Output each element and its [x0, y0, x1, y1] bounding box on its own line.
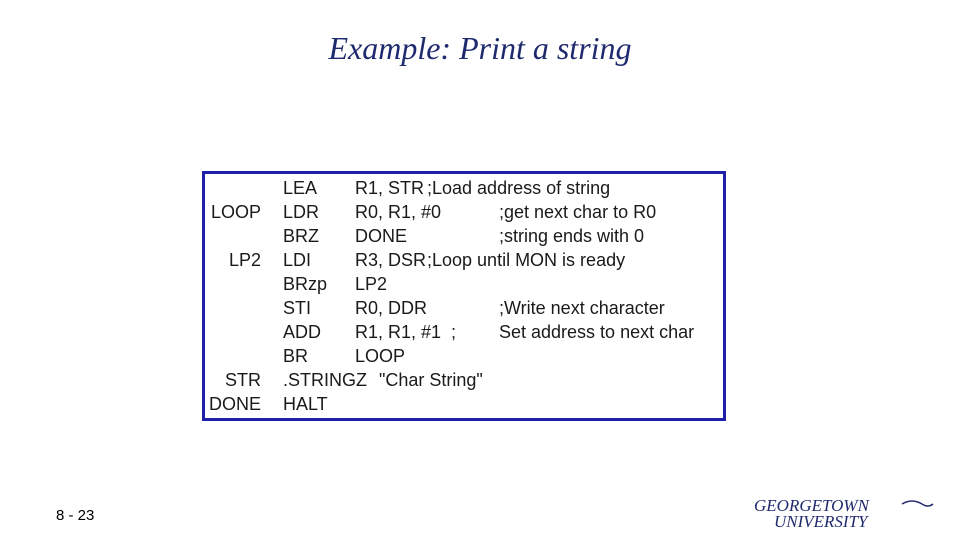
- code-row: [205, 274, 723, 298]
- code-args: "Char String": [369, 370, 483, 390]
- code-row: [205, 250, 723, 274]
- code-op: STI: [283, 298, 312, 318]
- code-label: LOOP: [210, 202, 261, 222]
- code-box: [202, 171, 726, 421]
- code-op: ADD: [283, 322, 322, 342]
- code-comment: ;Write next character: [499, 298, 665, 318]
- code-row: [205, 298, 723, 322]
- code-comment: ;Load address of string: [427, 178, 611, 198]
- code-op: .STRINGZ: [283, 370, 367, 390]
- code-args: R1, STR: [355, 178, 425, 198]
- code-op: LDR: [283, 202, 320, 222]
- code-comment: ;get next char to R0: [499, 202, 657, 222]
- code-label: LP2: [228, 250, 261, 270]
- logo-line2: UNIVERSITY: [774, 512, 868, 530]
- code-op: LEA: [283, 178, 318, 198]
- code-op: BRZ: [283, 226, 319, 246]
- code-op: BRzp: [283, 274, 328, 294]
- code-row: [205, 322, 723, 346]
- logo-line1: GEORGETOWN: [754, 496, 869, 515]
- code-label: STR: [225, 370, 261, 390]
- code-comment: ;string ends with 0: [499, 226, 645, 246]
- code-args: R3, DSR: [355, 250, 427, 270]
- code-args: R1, R1, #1 ;: [355, 322, 457, 342]
- code-row: [205, 226, 723, 250]
- page-number: 8 - 23: [56, 507, 95, 524]
- slide-title: Example: Print a string: [328, 30, 632, 66]
- code-row: [205, 370, 723, 394]
- code-label: DONE: [208, 394, 261, 414]
- code-args: R0, DDR: [355, 298, 428, 318]
- georgetown-university-logo: [752, 496, 934, 530]
- code-row: [205, 394, 723, 418]
- code-op: BR: [283, 346, 309, 366]
- code-args: R0, R1, #0: [355, 202, 442, 222]
- code-comment: Set address to next char: [499, 322, 695, 342]
- code-args: LOOP: [355, 346, 406, 366]
- code-args: DONE: [355, 226, 408, 246]
- code-op: LDI: [283, 250, 312, 270]
- code-row: [205, 346, 723, 370]
- code-op: HALT: [283, 394, 328, 414]
- code-row: [205, 202, 723, 226]
- logo-flourish: [902, 501, 933, 506]
- code-comment: ;Loop until MON is ready: [427, 250, 626, 270]
- code-args: LP2: [355, 274, 388, 294]
- code-row: [205, 178, 723, 202]
